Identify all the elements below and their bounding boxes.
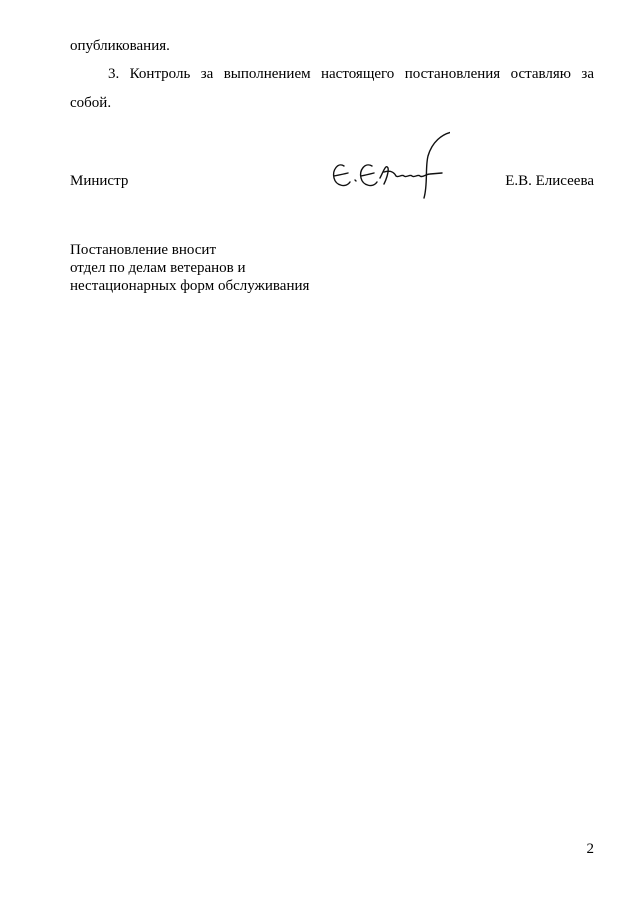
- paragraph-3-line-1: 3. Контроль за выполнением настоящего постановления оставляю за: [108, 66, 594, 82]
- author-note-line-1: Постановление вносит: [70, 242, 217, 258]
- signer-name: Е.В. Елисеева: [505, 173, 594, 189]
- page-number: 2: [586, 841, 594, 857]
- author-note-line-3: нестационарных форм обслуживания: [70, 278, 310, 294]
- paragraph-3-line-2: собой.: [70, 95, 112, 111]
- handwritten-signature: [324, 124, 450, 202]
- continuation-text: опубликования.: [70, 38, 170, 54]
- author-note-line-2: отдел по делам ветеранов и: [70, 260, 246, 276]
- signer-position: Министр: [70, 173, 129, 189]
- author-note: [70, 241, 309, 295]
